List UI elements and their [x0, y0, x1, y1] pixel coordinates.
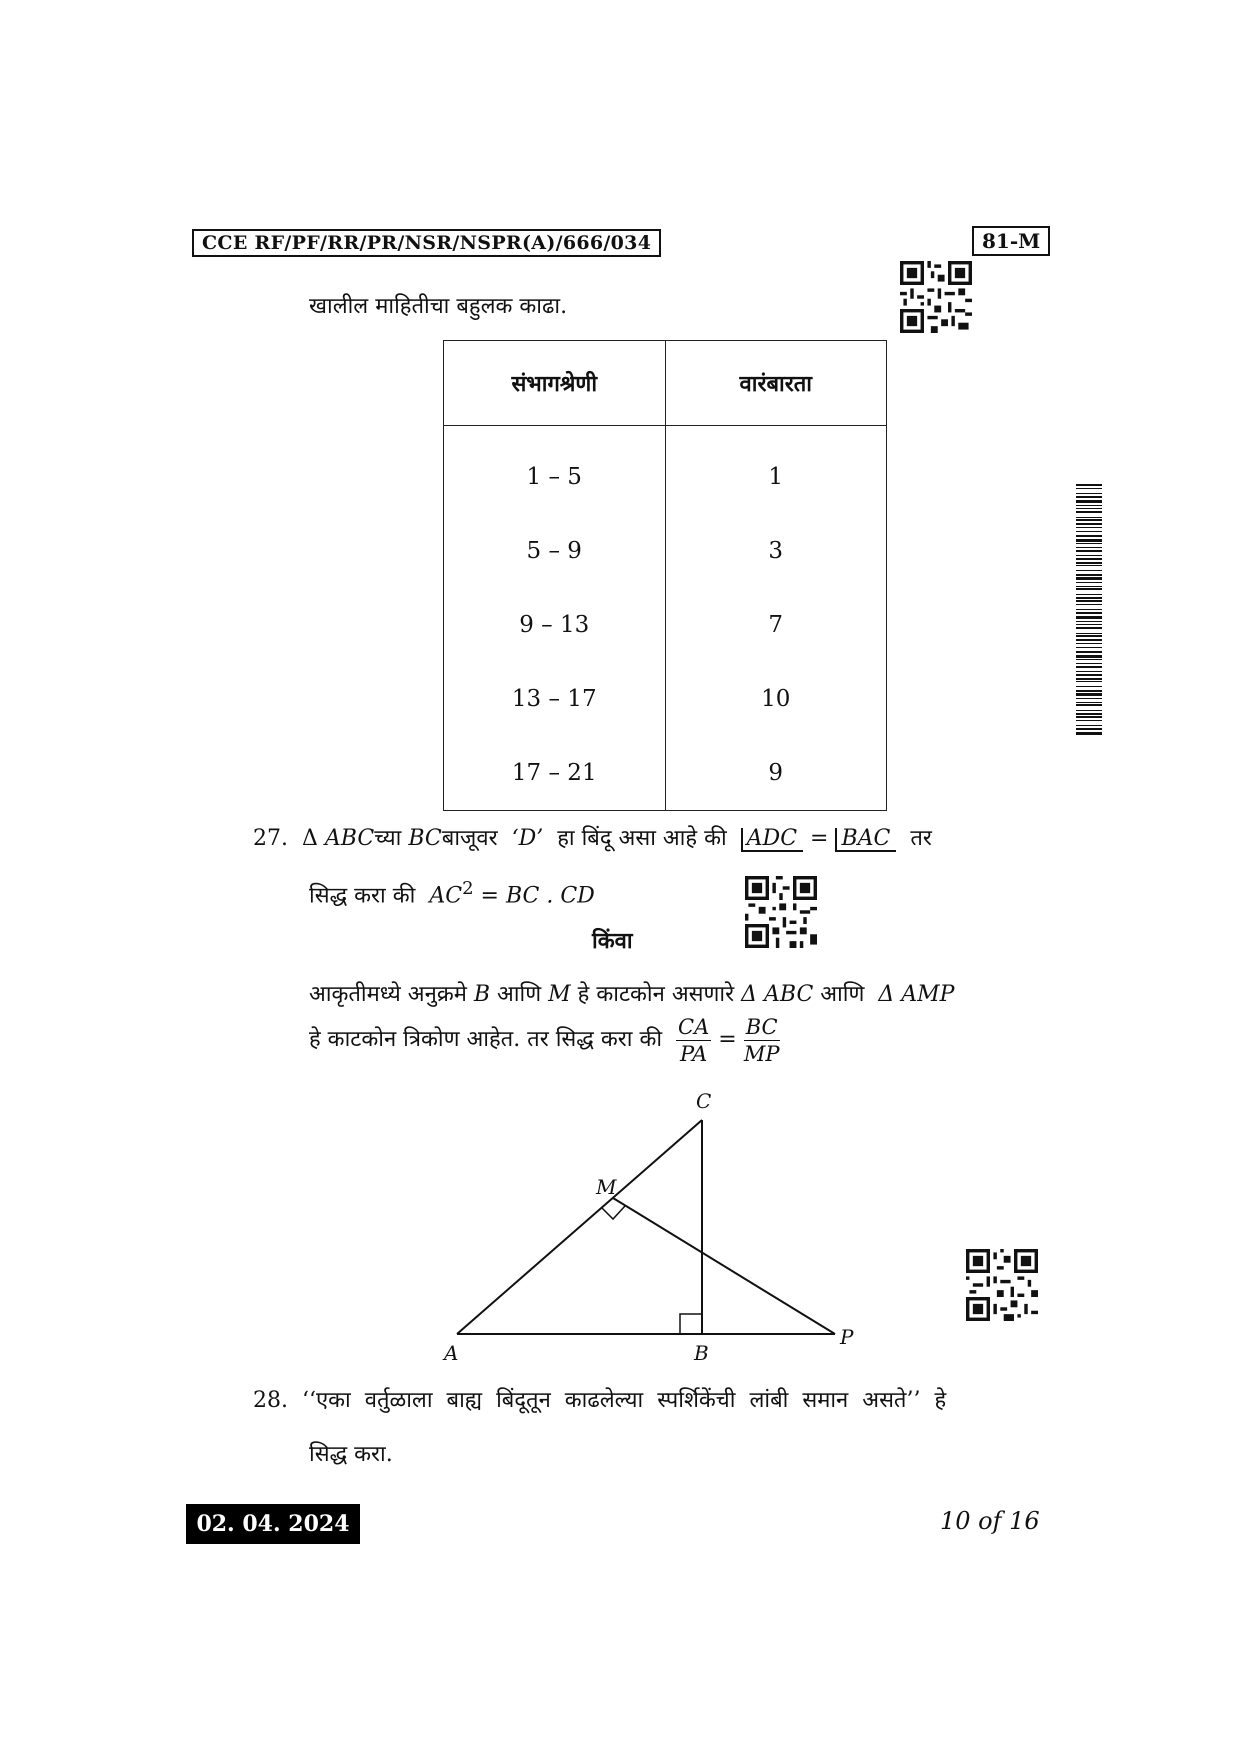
- barcode-bar: [1076, 732, 1102, 735]
- barcode-bar: [1076, 663, 1102, 664]
- frequency-cell: 1: [665, 440, 887, 514]
- label-a: A: [444, 1341, 459, 1365]
- barcode-bar: [1076, 674, 1102, 676]
- question-28-line-1: [253, 1384, 946, 1414]
- barcode-bar: [1076, 508, 1102, 509]
- triangle-symbol: Δ: [302, 826, 318, 851]
- table-row: [444, 514, 887, 588]
- question-28-line-2: सिद्ध करा.: [309, 1442, 393, 1467]
- frequency-cell: 7: [665, 588, 887, 662]
- column-header-frequency: वारंबारता: [665, 341, 887, 426]
- label-b: B: [694, 1341, 709, 1365]
- question-26-instruction: खालील माहितीचा बहुलक काढा.: [309, 294, 568, 319]
- barcode-bar: [1076, 600, 1102, 602]
- barcode-bar: [1076, 505, 1102, 506]
- barcode-bar: [1076, 558, 1102, 560]
- barcode-bar: [1076, 647, 1102, 648]
- barcode-bar: [1076, 539, 1102, 542]
- barcode-bar: [1076, 496, 1102, 498]
- question-number: 27.: [253, 826, 288, 851]
- triangle-name: ABC: [324, 826, 375, 851]
- frequency-cell: 3: [665, 514, 887, 588]
- class-interval-cell: 13 – 17: [444, 662, 666, 736]
- table-row: [444, 440, 887, 514]
- barcode-bar: [1076, 535, 1102, 537]
- fraction-numerator: BC: [745, 1014, 778, 1039]
- barcode-bar: [1076, 666, 1102, 668]
- table-spacer-row: [444, 426, 887, 441]
- class-interval-cell: 17 – 21: [444, 736, 666, 811]
- barcode-bar: [1076, 523, 1102, 525]
- text-fragment: तर: [910, 826, 932, 851]
- side-ac: AC: [429, 883, 463, 909]
- frequency-cell: 9: [665, 736, 887, 811]
- barcode-bar: [1076, 621, 1102, 622]
- barcode-bar: [1076, 616, 1102, 619]
- text-fragment: हे काटकोन त्रिकोण आहेत. तर सिद्ध करा की: [309, 1027, 663, 1052]
- text-fragment: सिद्ध करा की: [309, 883, 416, 909]
- barcode-bar: [1076, 728, 1102, 730]
- right-angle-marker-m: [602, 1206, 625, 1219]
- barcode-bar: [1076, 698, 1102, 699]
- text-fragment: बाजूवर: [441, 826, 498, 851]
- barcode-bar: [1076, 511, 1102, 513]
- text-fragment: हे काटकोन असणारे: [577, 982, 735, 1007]
- barcode-bar: [1076, 493, 1102, 494]
- angle-adc: ADC: [741, 828, 803, 852]
- frequency-cell: 10: [665, 662, 887, 736]
- barcode-bar: [1076, 562, 1102, 564]
- barcode-bar: [1076, 565, 1102, 566]
- barcode-bar: [1076, 624, 1102, 625]
- triangle-abc: Δ ABC: [741, 982, 814, 1007]
- barcode-bar: [1076, 633, 1102, 634]
- label-p: P: [840, 1325, 854, 1349]
- equals-sign: =: [810, 826, 829, 851]
- barcode-bar: [1076, 574, 1102, 576]
- barcode-bar: [1076, 517, 1102, 518]
- frequency-table: [443, 340, 887, 811]
- question-27-line-2: [309, 878, 595, 909]
- barcode-bar: [1076, 488, 1102, 489]
- barcode-bar: [1076, 678, 1102, 680]
- barcode-bar: [1076, 725, 1102, 726]
- barcode-bar: [1076, 594, 1102, 595]
- barcode-bar: [1076, 612, 1102, 614]
- point-b: B: [473, 982, 491, 1007]
- barcode-bar: [1076, 639, 1102, 641]
- text-fragment: आकृतीमध्ये अनुक्रमे: [309, 982, 467, 1007]
- barcode-bar: [1076, 527, 1102, 528]
- barcode-bar: [1076, 484, 1102, 486]
- angle-bac: BAC: [835, 828, 896, 852]
- barcode: [1076, 484, 1102, 737]
- point-d: ‘D’: [511, 826, 544, 851]
- fraction-numerator: CA: [678, 1014, 710, 1039]
- table-row: [444, 736, 887, 811]
- question-number: 28.: [253, 1388, 288, 1413]
- barcode-bar: [1076, 710, 1102, 711]
- barcode-bar: [1076, 582, 1102, 583]
- table-header-row: [444, 341, 887, 426]
- barcode-bar: [1076, 609, 1102, 610]
- barcode-bar: [1076, 643, 1102, 644]
- barcode-bar: [1076, 655, 1102, 658]
- question-27-alt-line-2: [309, 1010, 780, 1070]
- barcode-bar: [1076, 531, 1102, 532]
- label-m: M: [596, 1175, 617, 1199]
- qr-code-icon: [966, 1249, 1038, 1321]
- fraction-denominator: PA: [679, 1041, 708, 1066]
- question-27-line-1: [253, 822, 932, 852]
- barcode-bar: [1076, 704, 1102, 706]
- question-27-alt-line-1: [309, 978, 955, 1008]
- exam-date: 02. 04. 2024: [186, 1504, 360, 1544]
- barcode-bar: [1076, 659, 1102, 660]
- or-separator: किंवा: [592, 928, 633, 954]
- barcode-bar: [1076, 627, 1102, 629]
- triangle-figure: [430, 1070, 870, 1370]
- label-c: C: [696, 1089, 712, 1113]
- barcode-bar: [1076, 690, 1102, 692]
- qr-code-icon: [745, 876, 817, 948]
- barcode-bar: [1076, 702, 1102, 703]
- barcode-bar: [1076, 500, 1102, 503]
- barcode-bar: [1076, 671, 1102, 672]
- line-mp: [613, 1198, 835, 1334]
- right-angle-marker-b: [680, 1314, 702, 1334]
- exam-code-box: CCE RF/PF/RR/PR/NSR/NSPR(A)/666/034: [192, 229, 661, 257]
- table-row: [444, 662, 887, 736]
- paper-code-box: 81-M: [972, 226, 1050, 256]
- barcode-bar: [1076, 555, 1102, 556]
- text-fragment: च्या: [374, 826, 402, 851]
- barcode-bar: [1076, 716, 1102, 718]
- fraction-denominator: MP: [743, 1041, 780, 1066]
- barcode-bar: [1076, 681, 1102, 682]
- barcode-bar: [1076, 597, 1102, 599]
- class-interval-cell: 1 – 5: [444, 440, 666, 514]
- question-text: ‘‘एका वर्तुळाला बाह्य बिंदूतून काढलेल्या स्पर्शिकेंची लांबी समान असते’’ हे: [302, 1388, 947, 1413]
- barcode-bar: [1076, 586, 1102, 587]
- exponent: 2: [462, 878, 474, 899]
- barcode-bar: [1076, 604, 1102, 605]
- column-header-class-interval: संभागश्रेणी: [444, 341, 666, 426]
- table-row: [444, 588, 887, 662]
- triangle-amp: Δ AMP: [878, 982, 955, 1007]
- barcode-bar: [1076, 519, 1102, 521]
- barcode-bar: [1076, 651, 1102, 653]
- fraction-bc-mp: [744, 1014, 780, 1067]
- barcode-bar: [1076, 588, 1102, 590]
- barcode-bar: [1076, 577, 1102, 580]
- class-interval-cell: 9 – 13: [444, 588, 666, 662]
- line-ac: [457, 1120, 702, 1334]
- barcode-bar: [1076, 543, 1102, 544]
- qr-code-icon: [900, 261, 972, 333]
- class-interval-cell: 5 – 9: [444, 514, 666, 588]
- fraction-ca-pa: [676, 1014, 711, 1067]
- barcode-bar: [1076, 720, 1102, 721]
- text-fragment: आणि: [497, 982, 542, 1007]
- text-fragment: आणि: [820, 982, 865, 1007]
- barcode-bar: [1076, 693, 1102, 696]
- point-m: M: [548, 982, 571, 1007]
- equals-sign: =: [718, 1027, 737, 1052]
- equation-rhs: = BC . CD: [480, 883, 595, 909]
- page-number: 10 of 16: [940, 1507, 1040, 1535]
- barcode-bar: [1076, 635, 1102, 637]
- text-fragment: हा बिंदू असा आहे की: [557, 826, 727, 851]
- barcode-bar: [1076, 686, 1102, 687]
- barcode-bar: [1076, 713, 1102, 715]
- barcode-bar: [1076, 570, 1102, 571]
- barcode-bar: [1076, 547, 1102, 548]
- barcode-bar: [1076, 550, 1102, 552]
- side-name: BC: [408, 826, 442, 851]
